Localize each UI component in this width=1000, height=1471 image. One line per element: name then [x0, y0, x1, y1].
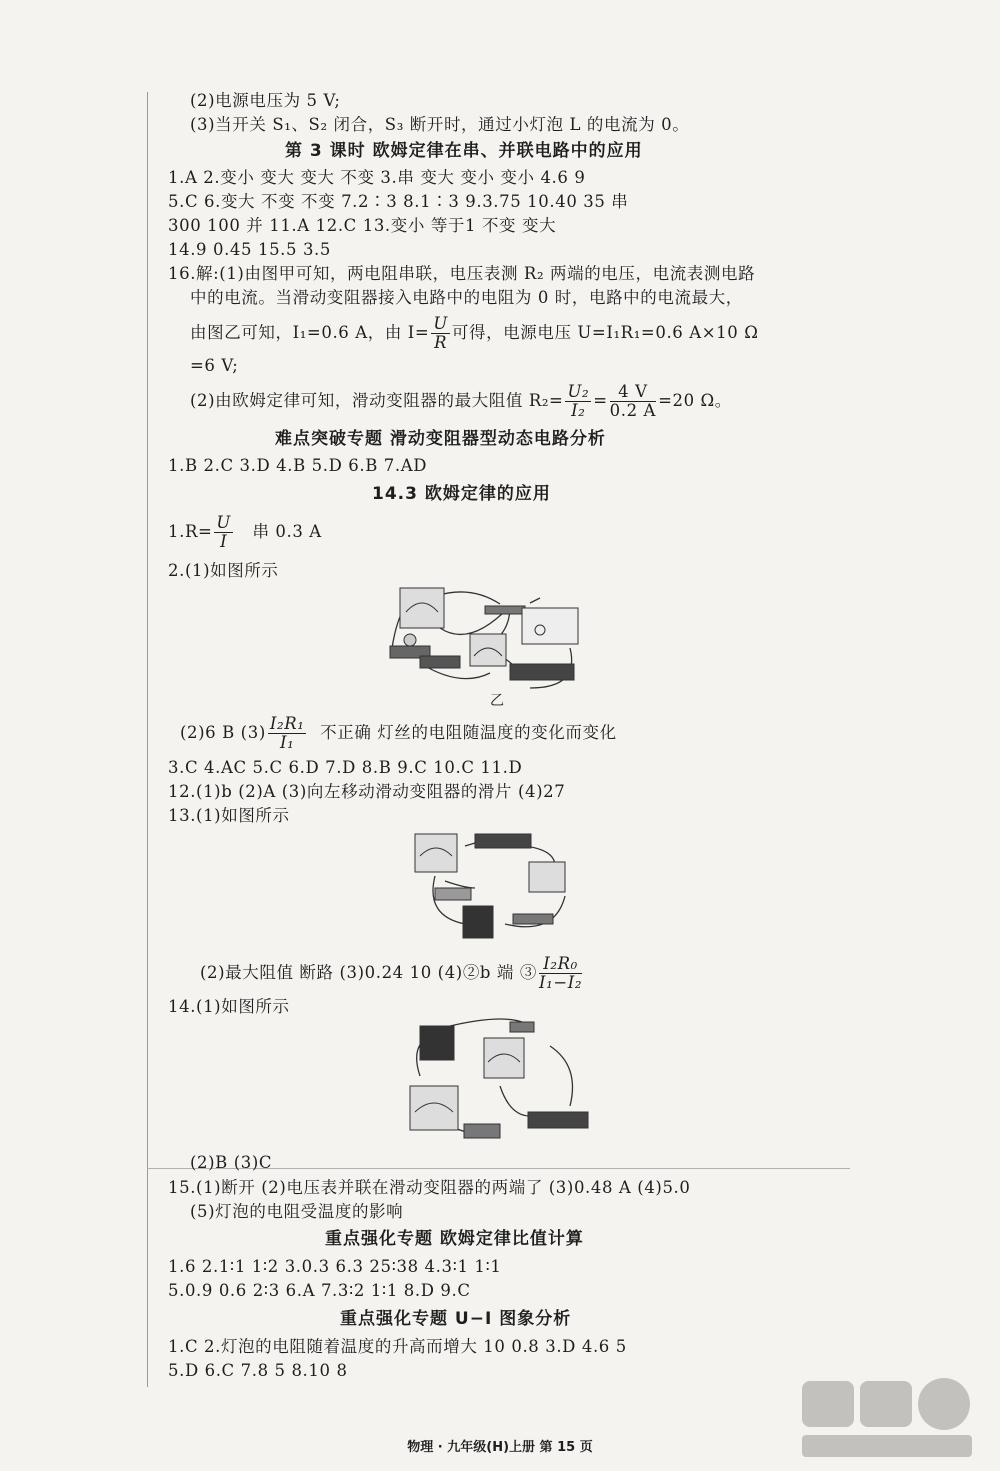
answer-line: 15.(1)断开 (2)电压表并联在滑动变阻器的两端了 (3)0.48 A (4)5.0	[168, 1178, 691, 1197]
answer-line: 5.0.9 0.6 2∶3 6.A 7.3∶2 1∶1 8.D 9.C	[168, 1281, 471, 1300]
circuit-figure-3	[400, 1016, 600, 1144]
answer-line: (2)B (3)C	[190, 1153, 273, 1172]
answer-line: (5)灯泡的电阻受温度的影响	[190, 1202, 404, 1221]
resistor-icon	[435, 888, 471, 900]
answer-line: 2.(1)如图所示	[168, 561, 279, 580]
answer-line: 16.解:(1)由图甲可知，两电阻串联，电压表测 R₂ 两端的电压，电流表测电路	[168, 264, 756, 283]
answer-line: 1.6 2.1∶1 1∶2 3.0.3 6.3 25∶38 4.3∶1 1∶1	[168, 1257, 502, 1276]
text-part: 1.R=	[168, 522, 213, 541]
answer-line-formula	[190, 315, 759, 352]
text-part: =20 Ω。	[658, 391, 732, 410]
answer-line: 3.C 4.AC 5.C 6.D 7.D 8.B 9.C 10.C 11.D	[168, 758, 523, 777]
fraction-4v-over-02a	[610, 383, 656, 420]
text-part: 串 0.3 A	[252, 522, 322, 541]
ammeter-icon	[410, 1086, 458, 1130]
answer-line: 300 100 并 11.A 12.C 13.变小 等于1 不变 变大	[168, 216, 557, 235]
voltmeter-icon	[529, 862, 565, 892]
fraction-i2r0-over-diff	[539, 955, 582, 992]
numerator: I₂R₀	[539, 955, 582, 974]
switch-icon	[513, 914, 553, 924]
fraction-u-over-r	[431, 315, 450, 352]
text-part: 由图乙可知，I₁=0.6 A，由 I=	[190, 323, 430, 342]
fraction-u-over-i	[214, 514, 233, 551]
denominator: R	[434, 333, 448, 352]
watermark-logo	[792, 1373, 982, 1463]
page-footer: 物理 · 九年级(H)上册 第 15 页	[407, 1440, 593, 1455]
fraction-i2r1-over-i1	[268, 715, 307, 752]
text-part: =	[593, 391, 608, 410]
ammeter-icon	[415, 834, 457, 872]
text-part: (2)最大阻值 断路 (3)0.24 10 (4)②b 端 ③	[200, 963, 537, 982]
rheostat-icon	[510, 664, 574, 680]
answer-line: 14.9 0.45 15.5 3.5	[168, 240, 331, 259]
text-part: (2)由欧姆定律可知，滑动变阻器的最大阻值 R₂=	[190, 391, 564, 410]
text-part: (2)6 B (3)	[180, 723, 266, 742]
text-part: 不正确 灯丝的电阻随温度的变化而变化	[320, 723, 617, 742]
section-heading: 重点强化专题 欧姆定律比值计算	[325, 1229, 584, 1249]
section-heading: 第 3 课时 欧姆定律在串、并联电路中的应用	[285, 141, 643, 161]
switch-icon	[510, 1022, 534, 1032]
switch-icon	[485, 606, 525, 614]
answer-line-formula	[180, 713, 617, 753]
denominator: I₁	[279, 733, 295, 752]
denominator: 0.2 A	[609, 401, 657, 420]
answer-line: 1.A 2.变小 变大 变大 不变 3.串 变大 变小 变小 4.6 9	[168, 168, 586, 187]
denominator: I₂	[571, 401, 586, 420]
answer-line: =6 V;	[190, 356, 239, 375]
answer-line-formula	[190, 383, 732, 420]
voltmeter-icon	[484, 1038, 524, 1078]
answer-line: (2)电源电压为 5 V;	[190, 91, 341, 110]
circuit-figure-2	[405, 826, 585, 942]
answer-line: 5.C 6.变大 不变 不变 7.2∶3 8.1∶3 9.3.75 10.40 35 串	[168, 192, 629, 211]
answer-line: 12.(1)b (2)A (3)向左移动滑动变阻器的滑片 (4)27	[168, 782, 566, 801]
section-heading: 重点强化专题 U−I 图象分析	[340, 1309, 572, 1329]
answer-line: 1.B 2.C 3.D 4.B 5.D 6.B 7.AD	[168, 456, 428, 475]
fraction-u2-over-i2	[565, 383, 591, 420]
numerator: U	[216, 513, 231, 532]
ammeter-icon	[400, 588, 444, 628]
text-part: 可得，电源电压 U=I₁R₁=0.6 A×10 Ω	[451, 323, 759, 342]
answer-line-formula	[168, 512, 322, 552]
battery-icon	[420, 1026, 454, 1060]
denominator: I	[220, 532, 228, 551]
section-heading: 难点突破专题 滑动变阻器型动态电路分析	[275, 429, 606, 449]
numerator: I₂R₁	[269, 714, 305, 733]
numerator: U	[433, 314, 448, 333]
rheostat-icon	[475, 834, 531, 848]
voltmeter-icon	[470, 634, 506, 666]
figure-label: 乙	[490, 693, 505, 709]
answer-line: 5.D 6.C 7.8 5 8.10 8	[168, 1361, 348, 1380]
answer-line: 14.(1)如图所示	[168, 997, 290, 1016]
answer-line: 1.C 2.灯泡的电阻随着温度的升高而增大 10 0.8 3.D 4.6 5	[168, 1337, 627, 1356]
denominator: I₁−I₂	[538, 973, 583, 992]
answer-line: 13.(1)如图所示	[168, 806, 290, 825]
rheostat-icon	[528, 1112, 588, 1128]
margin-rule	[147, 92, 148, 1387]
answer-line: 中的电流。当滑动变阻器接入电路中的电阻为 0 时，电路中的电流最大，	[190, 288, 743, 307]
section-heading: 14.3 欧姆定律的应用	[372, 484, 551, 504]
answer-line-formula	[200, 953, 584, 993]
answer-line: (3)当开关 S₁、S₂ 闭合，S₃ 断开时，通过小灯泡 L 的电流为 0。	[190, 115, 690, 134]
numerator: 4 V	[610, 383, 656, 402]
power-supply-icon	[522, 608, 578, 644]
numerator: U₂	[567, 382, 590, 401]
battery-icon	[463, 906, 493, 938]
